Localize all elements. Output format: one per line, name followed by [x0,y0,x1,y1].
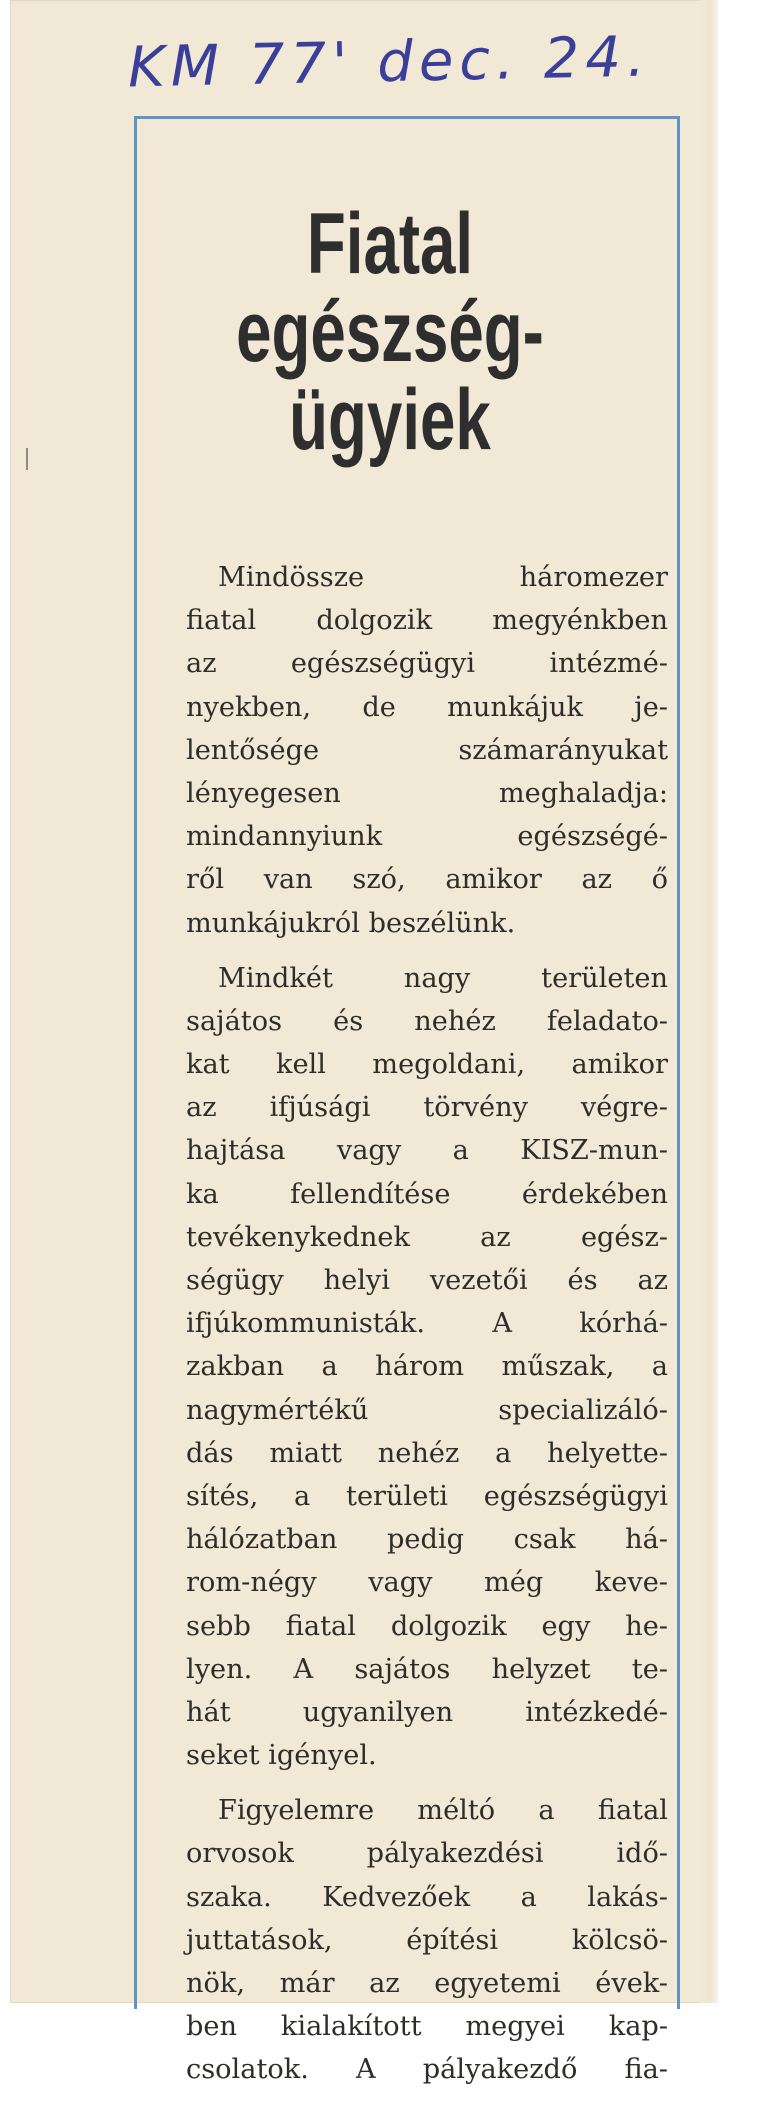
text-line: seket igényel. [186,1740,377,1772]
text-line: ifjúkommunisták. A kórhá- [186,1308,668,1340]
text-line: Mindössze háromezer [218,562,668,593]
pencil-mark [26,448,28,470]
paragraph-3 [186,1789,668,2091]
text-line: Mindkét nagy területen [218,962,668,994]
article-headline [235,196,546,468]
text-line: nök, már az egyetemi évek- [186,1968,668,1999]
text-line: sajátos és nehéz feladato- [186,1005,668,1037]
text-line: az egészségügyi intézmé- [186,648,668,680]
text-line: az ifjúsági törvény végre- [186,1092,668,1124]
text-line: mindannyiunk egészségé- [186,821,668,853]
text-line: lyen. A sajátos helyzet te- [186,1653,668,1685]
handwritten-date-note: KM 77' dec. 24. [127,24,652,101]
text-line: juttatások, építési kölcsö- [186,1924,668,1956]
text-line: lényegesen meghaladja: [186,777,668,809]
text-line: zakban a három műszak, a [186,1351,668,1383]
text-line: nagymértékű specializáló- [186,1394,668,1426]
headline-line: Fiatal [306,196,474,292]
text-line: szaka. Kedvezőek a lakás- [186,1881,668,1913]
text-line: ka fellendítése érdekében [186,1178,668,1210]
paper-edge [700,0,718,2003]
text-line: hajtása vagy a KISZ-mun- [186,1135,668,1167]
text-line: hálózatban pedig csak há- [186,1524,668,1556]
text-line: lentősége számarányukat [186,734,668,766]
text-line: munkájukról beszélünk. [186,907,516,939]
text-line: dás miatt nehéz a helyette- [186,1437,668,1469]
paragraph-1 [186,556,668,945]
text-line: tevékenykednek az egész- [186,1221,668,1253]
text-line: sebb fiatal dolgozik egy he- [186,1610,668,1642]
headline-line: egészség- [236,284,544,380]
text-line: fiatal dolgozik megyénkben [186,605,668,637]
text-line: Figyelemre méltó a fiatal [218,1795,668,1827]
text-line: orvosok pályakezdési idő- [186,1838,668,1870]
text-line: hát ugyanilyen intézkedé- [186,1696,668,1728]
text-line: csolatok. A pályakezdő fia- [186,2054,668,2086]
text-line: ről van szó, amikor az ő [186,864,668,896]
headline-line: ügyiek [289,372,491,468]
article-body [186,556,668,2104]
text-line: nyekben, de munkájuk je- [186,691,668,723]
paragraph-2 [186,957,668,1778]
text-line: ségügy helyi vezetői és az [186,1265,668,1296]
text-line: sítés, a területi egészségügyi [186,1480,668,1512]
text-line: ben kialakított megyei kap- [186,2011,668,2043]
text-line: rom-négy vagy még keve- [186,1567,668,1599]
text-line: kat kell megoldani, amikor [186,1049,668,1081]
